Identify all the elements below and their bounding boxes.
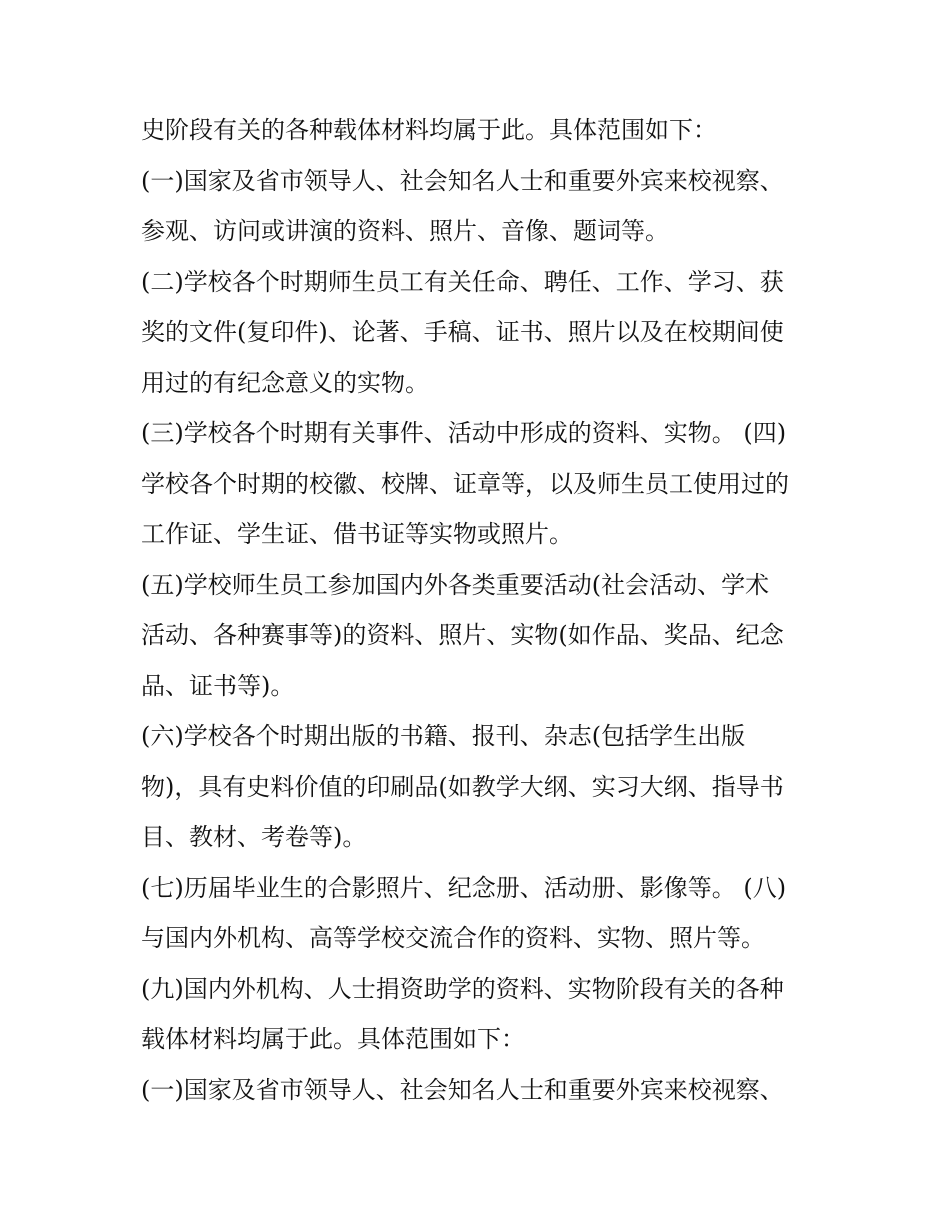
text-line: 史阶段有关的各种载体材料均属于此。具体范围如下： <box>141 116 717 144</box>
text-line: (一)国家及省市领导人、社会知名人士和重要外宾来校视察、 <box>141 166 784 195</box>
text-line: (一)国家及省市领导人、社会知名人士和重要外宾来校视察、 <box>141 1075 784 1104</box>
text-line: 工作证、学生证、借书证等实物或照片。 <box>141 520 573 548</box>
text-line: 活动、各种赛事等)的资料、照片、实物(如作品、奖品、纪念 <box>141 621 784 649</box>
text-line: (六)学校各个时期出版的书籍、报刊、杂志(包括学生出版 <box>141 722 746 750</box>
text-line: 奖的文件(复印件)、论著、手稿、证书、照片以及在校期间使 <box>141 318 784 346</box>
text-line: (五)学校师生员工参加国内外各类重要活动(社会活动、学术 <box>141 570 770 599</box>
text-line: (九)国内外机构、人士捐资助学的资料、实物阶段有关的各种 <box>141 974 784 1003</box>
text-line: 与国内外机构、高等学校交流合作的资料、实物、照片等。 <box>141 924 765 952</box>
text-line: (三)学校各个时期有关事件、活动中形成的资料、实物。 (四) <box>141 419 787 447</box>
text-line: 学校各个时期的校徽、校牌、证章等，以及师生员工使用过的 <box>141 469 789 498</box>
text-line: 用过的有纪念意义的实物。 <box>141 368 429 397</box>
document-body <box>141 105 821 1115</box>
text-line: (二)学校各个时期师生员工有关任命、聘任、工作、学习、获 <box>141 267 784 296</box>
text-line: 目、教材、考卷等)。 <box>141 823 367 851</box>
text-line: 载体材料均属于此。具体范围如下： <box>141 1025 525 1053</box>
text-line: 品、证书等)。 <box>141 671 295 700</box>
text-line: 物)，具有史料价值的印刷品(如教学大纲、实习大纲、指导书 <box>141 772 784 801</box>
text-line: (七)历届毕业生的合影照片、纪念册、活动册、影像等。 (八) <box>141 873 787 902</box>
text-line: 参观、访问或讲演的资料、照片、音像、题词等。 <box>141 217 669 245</box>
